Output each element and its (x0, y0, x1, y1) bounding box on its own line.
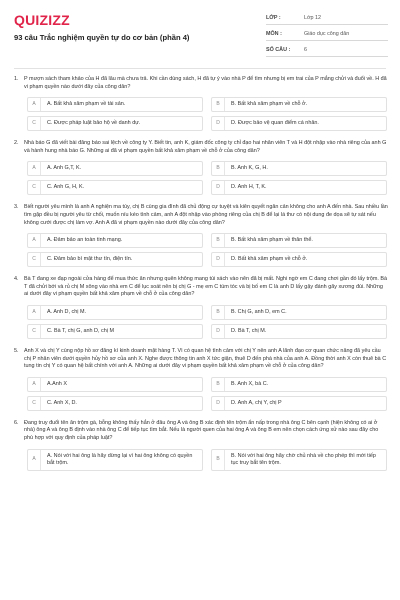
question-6 (14, 420, 388, 471)
option-letter: B (212, 162, 225, 175)
option-letter: B (212, 378, 225, 391)
question-text: Biết người yêu mình là anh A nghiện ma túy, chị B cùng gia đình đã chủ động cự tuyệt và kiên quyết ngăn cản không cho anh A đến nhà. Sau nhiều lần tìm gặp đều bị người yêu từ chối, muốn níu kéo tình cảm, anh A đột nhập vào phòng riêng của chị B để lại lá thư có nội dung đe dọa sẽ tự sát nếu không cưới được chị làm vợ. Anh A đã vi phạm quyền nào dưới đây của công dân? (24, 204, 388, 226)
option-d[interactable] (211, 324, 387, 339)
option-letter: C (28, 397, 41, 410)
option-letter: A (28, 234, 41, 247)
option-letter: A (28, 162, 41, 175)
option-letter: C (28, 117, 41, 130)
option-letter: A (28, 306, 41, 319)
meta-table (266, 11, 388, 59)
meta-value: Giáo dục công dân (304, 30, 350, 37)
option-text: C. Anh G, H, K. (47, 184, 85, 191)
option-text: D. Được bảo vệ quan điểm cá nhân. (231, 120, 319, 127)
meta-row-class (266, 11, 388, 25)
option-b[interactable] (211, 305, 387, 320)
option-b[interactable] (211, 449, 387, 471)
option-letter: A (28, 98, 41, 111)
header-divider (14, 68, 386, 69)
question-3 (14, 204, 388, 267)
option-letter: D (212, 253, 225, 266)
option-letter: A (28, 378, 41, 391)
option-text: C. Đảm bảo bí mật thư tín, điện tín. (47, 256, 133, 263)
option-c[interactable] (27, 180, 203, 195)
option-text: B. Anh X, bà C. (231, 380, 269, 387)
meta-value: Lớp 12 (304, 14, 322, 21)
option-text: A. Bất khả xâm phạm về tài sản. (47, 101, 126, 108)
question-2 (14, 140, 388, 195)
option-text: D. Bà T, chị M. (231, 327, 267, 334)
option-d[interactable] (211, 396, 387, 411)
option-c[interactable] (27, 324, 203, 339)
question-number: 1. (14, 76, 19, 82)
question-number: 3. (14, 204, 19, 211)
option-a[interactable] (27, 449, 203, 471)
option-b[interactable] (211, 161, 387, 176)
option-a[interactable] (27, 305, 203, 320)
option-letter: C (28, 325, 41, 338)
option-letter: B (212, 234, 225, 247)
option-text: D. Anh H, T, K. (231, 184, 267, 191)
question-number: 6. (14, 419, 19, 426)
question-5 (14, 348, 388, 411)
option-letter: B (212, 306, 225, 319)
meta-key: SỐ CÂU : (266, 46, 291, 53)
document-header (0, 0, 400, 62)
question-number: 4. (14, 276, 19, 283)
option-a[interactable] (27, 161, 203, 176)
option-text: A. Đảm bảo an toàn tinh mạng. (47, 237, 123, 244)
option-text: B. Bất khả xâm phạm về thân thể. (231, 237, 313, 244)
option-b[interactable] (211, 233, 387, 248)
document-title: 93 câu Trắc nghiệm quyền tự do cơ bản (phần 4) (14, 33, 190, 42)
option-text: D. Anh A, chị Y, chị P (231, 399, 282, 406)
question-number: 5. (14, 347, 19, 354)
option-b[interactable] (211, 97, 387, 112)
option-letter: D (212, 397, 225, 410)
option-text: C. Được pháp luật bảo hộ về danh dự. (47, 120, 141, 127)
question-number: 2. (14, 140, 19, 147)
option-text: B. Anh K, G, H. (231, 165, 268, 172)
option-letter: C (28, 181, 41, 194)
option-c[interactable] (27, 396, 203, 411)
option-text: A.Anh X (47, 380, 67, 387)
question-text: Nhà báo G đã viết bài đăng báo sai lệch về công ty Y. Biết tin, anh K, giám đốc công ty chỉ đạo hai nhân viên T và H đột nhập vào nhà riêng của anh G và hành hung nhà báo G. Những ai đã vi phạm quyền bất khả xâm phạm về chỗ ở của công dân? (24, 140, 387, 154)
option-letter: B (212, 450, 225, 470)
option-d[interactable] (211, 180, 387, 195)
option-text: B. Nói với hai ông hãy chờ chủ nhà về cho phép thì mới tiếp tục truy bắt tên trộm. (231, 452, 376, 466)
option-d[interactable] (211, 252, 387, 267)
option-text: A. Anh D, chị M. (47, 308, 86, 315)
question-list (14, 76, 388, 480)
option-letter: A (28, 450, 41, 470)
question-1 (14, 76, 388, 131)
option-a[interactable] (27, 233, 203, 248)
option-letter: B (212, 98, 225, 111)
meta-row-subject (266, 27, 388, 41)
option-a[interactable] (27, 377, 203, 392)
option-text: C. Bà T, chị G, anh D, chị M (47, 327, 114, 334)
quizizz-logo: QUIZIZZ (14, 12, 70, 28)
option-text: B. Bất khả xâm phạm về chỗ ở. (231, 101, 308, 108)
option-letter: C (28, 253, 41, 266)
question-text: P mượn sách tham khảo của H đã lâu mà chưa trả. Khi cần dùng sách, H đã tự ý vào nhà P để tìm nhưng bị em trai của P mắng chửi và đuổi về. H đã vi phạm quyền nào dưới đây của công dân? (24, 76, 387, 90)
option-c[interactable] (27, 252, 203, 267)
meta-row-count (266, 43, 388, 57)
option-text: B. Chị G, anh D, em C. (231, 308, 287, 315)
option-text: A. Nói với hai ông là hãy dừng lại vì hai ông không có quyền bắt trộm. (47, 452, 193, 466)
option-letter: D (212, 181, 225, 194)
meta-key: MÔN : (266, 30, 282, 37)
meta-key: LỚP : (266, 14, 281, 21)
option-text: D. Bất khả xâm phạm về chỗ ở. (231, 256, 308, 263)
option-b[interactable] (211, 377, 387, 392)
option-c[interactable] (27, 116, 203, 131)
question-text: Bà T đang xe đạp ngoài cửa hàng để mua thức ăn nhưng quên không mang túi xách vào nên đã bị mất. Nghi ngờ em C đang chơi gần đó lấy trộm. Bà T đã chửi bới và rủ chị M xông vào nhà em C để lục soát nên bị chị G - mẹ em C túm tóc và bị bố em C là anh D lấy gậy đánh gãy xương đùi. Những ai dưới đây vi phạm quyền bất khả xâm phạm về chỗ ở của công dân? (24, 276, 388, 298)
question-text: Đang truy đuổi tên ăn trộm gà, bỗng không thấy hắn ở đâu ông A và ông B xác định tên trộm ẩn nấp trong nhà ông C bên cạnh (hiện không có ai ở nhà) ông A và ông B định vào nhà ông C để tiếp tục tìm bắt. Nếu là người quen của hai ông A và ông B em nên chọn cách ứng xử nào sau đây cho phù hợp với quy định của pháp luật? (24, 419, 379, 441)
option-d[interactable] (211, 116, 387, 131)
option-text: C. Anh X, D. (47, 399, 77, 406)
question-text: Anh X và chị Y cùng nộp hồ sơ đăng kí kinh doanh mặt hàng T. Vì có quan hệ tình cảm với chị Y nên anh A lãnh đạo cơ quan chức năng đã yêu cầu chị P nhân viên dưới quyền hủy hồ sơ của anh X. Nghe được thông tin anh X tức giận, thuê D đến phá nhà của anh A. Đồng thời anh X còn thuê bà C tung tin chị Y có quan hệ bất chính với anh A. Những ai dưới đây vi phạm quyền bất khả xâm phạm về chỗ ở của công dân? (24, 347, 387, 370)
option-text: A. Anh G,T, K. (47, 165, 82, 172)
option-a[interactable] (27, 97, 203, 112)
option-letter: D (212, 117, 225, 130)
option-letter: D (212, 325, 225, 338)
question-4 (14, 276, 388, 339)
meta-value: 6 (304, 46, 307, 53)
